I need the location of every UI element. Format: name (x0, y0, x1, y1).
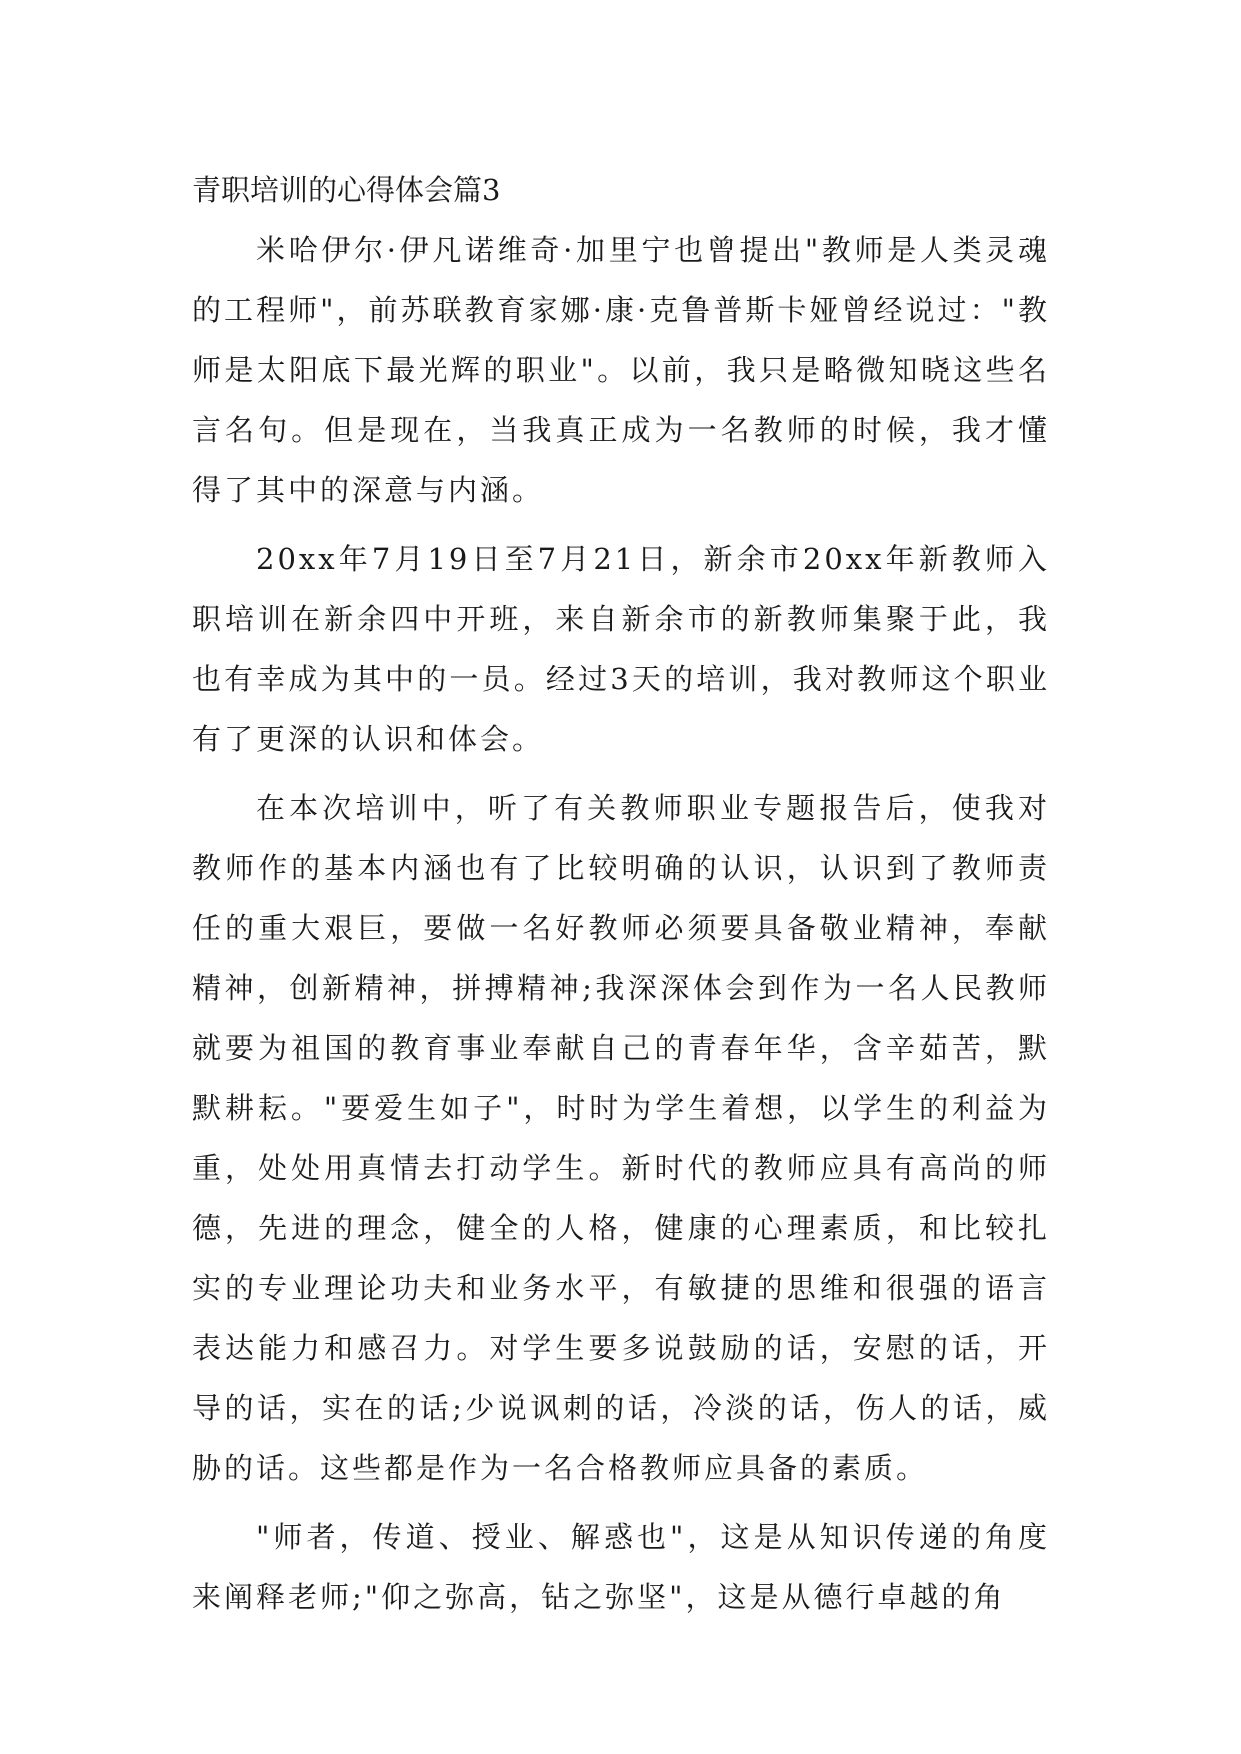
paragraph-2: 20xx年7月19日至7月21日，新余市20xx年新教师入职培训在新余四中开班，来自新余市的新教师集聚于此，我也有幸成为其中的一员。经过3天的培训，我对教师这个职业有了更深的认识和体会。 (192, 542, 1050, 756)
paragraph-1: 米哈伊尔·伊凡诺维奇·加里宁也曾提出"教师是人类灵魂的工程师"，前苏联教育家娜·康·克鲁普斯卡娅曾经说过："教师是太阳底下最光辉的职业"。以前，我只是略微知晓这些名言名句。但是现在，当我真正成为一名教师的时候，我才懂得了其中的深意与内涵。 (192, 233, 1050, 507)
paragraph-3: 在本次培训中，听了有关教师职业专题报告后，使我对教师作的基本内涵也有了比较明确的认识，认识到了教师责任的重大艰巨，要做一名好教师必须要具备敬业精神，奉献精神，创新精神，拼搏精神;我深深体会到作为一名人民教师就要为祖国的教育事业奉献自己的青春年华，含辛茹苦，默默耕耘。"要爱生如子"，时时为学生着想，以学生的利益为重，处处用真情去打动学生。新时代的教师应具有高尚的师德，先进的理念，健全的人格，健康的心理素质，和比较扎实的专业理论功夫和业务水平，有敏捷的思维和很强的语言表达能力和感召力。对学生要多说鼓励的话，安慰的话，开导的话，实在的话;少说讽刺的话，冷淡的话，伤人的话，威胁的话。这些都是作为一名合格教师应具备的素质。 (192, 791, 1050, 1485)
paragraph-4: "师者，传道、授业、解惑也"，这是从知识传递的角度来阐释老师;"仰之弥高，钻之弥坚"，这是从德行卓越的角 (192, 1520, 1050, 1614)
document-title: 青职培训的心得体会篇3 (192, 173, 501, 207)
document-page (192, 160, 1050, 1636)
